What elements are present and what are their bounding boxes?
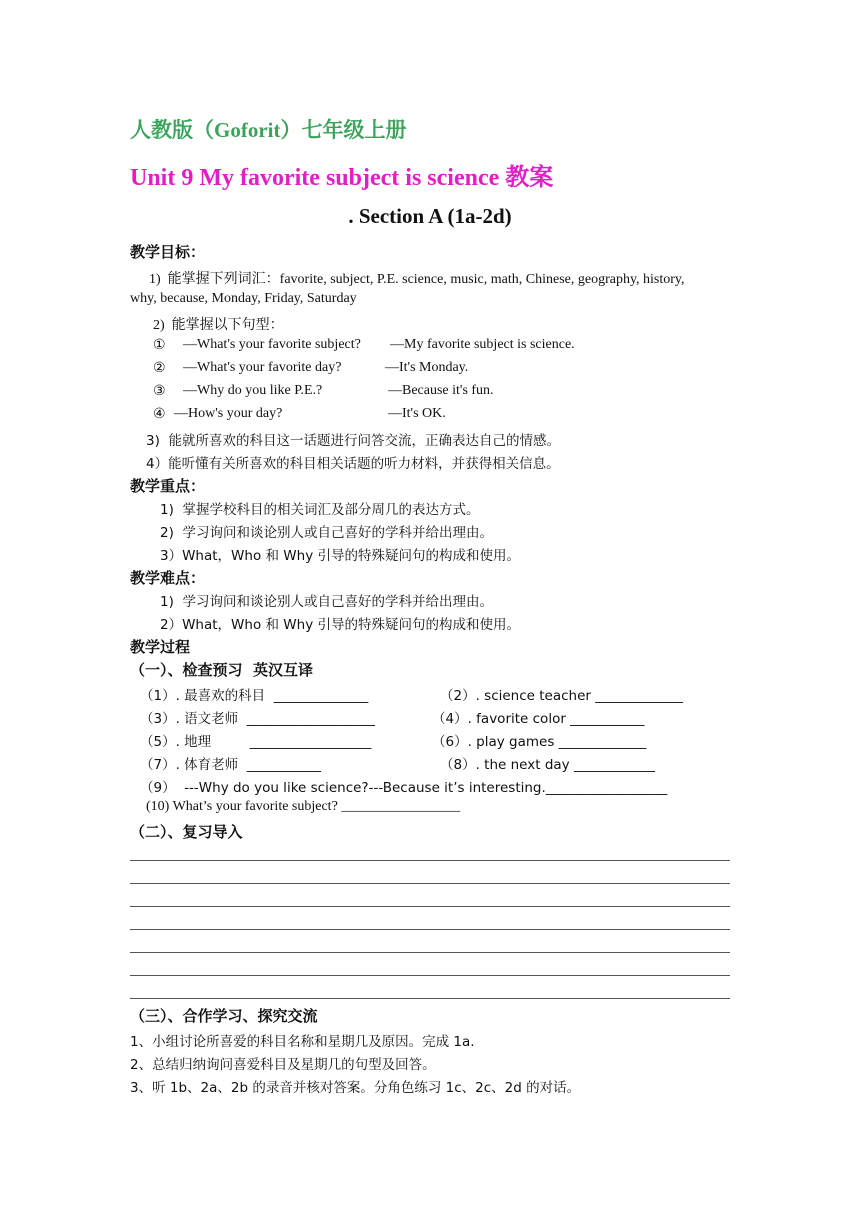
part3-heading: （三）、合作学习、探究交流 xyxy=(130,1007,318,1025)
writing-line xyxy=(130,998,730,999)
keypoint-item: 3）What，Who 和 Why 引导的特殊疑问句的构成和使用。 xyxy=(160,548,520,564)
writing-line xyxy=(130,952,730,953)
dialog-number: ④ xyxy=(153,407,166,422)
dialog-answer: —It's OK. xyxy=(388,406,446,421)
writing-line xyxy=(130,883,730,884)
part1-heading: （一）、检查预习 英汉互译 xyxy=(130,661,313,679)
writing-line xyxy=(130,975,730,976)
part3-item: 1、小组讨论所喜爱的科目名称和星期几及原因。完成 1a. xyxy=(130,1034,475,1050)
keypoint-item: 2) 学习询问和谈论别人或自己喜好的学科并给出理由。 xyxy=(160,525,493,541)
translation-item: （4）. favorite color ___________ xyxy=(432,711,645,727)
dialog-question: —What's your favorite day? xyxy=(183,360,342,375)
dialog-answer: —It's Monday. xyxy=(385,360,469,375)
dialog-answer: —My favorite subject is science. xyxy=(390,337,575,352)
objective-item-1-cont: why, because, Monday, Friday, Saturday xyxy=(130,291,357,306)
translation-item-10: (10) What’s your favorite subject? _________________ xyxy=(146,799,461,814)
part2-heading: （二）、复习导入 xyxy=(130,823,243,841)
section-title: . Section A (1a-2d) xyxy=(348,204,512,228)
dialog-answer: —Because it's fun. xyxy=(388,383,494,398)
objective-item-1: 1) 能掌握下列词汇：favorite, subject, P.E. science, music, math, Chinese, geography, history, xyxy=(149,272,685,287)
writing-line xyxy=(130,906,730,907)
dialog-question: —What's your favorite subject? xyxy=(183,337,361,352)
dialog-question: —How's your day? xyxy=(174,406,283,421)
dialog-question: —Why do you like P.E.? xyxy=(183,383,323,398)
objective-item-2: 2) 能掌握以下句型： xyxy=(153,318,284,333)
textbook-title: 人教版（Goforit）七年级上册 xyxy=(130,118,407,142)
keypoints-heading: 教学重点： xyxy=(130,477,206,495)
translation-item-9: （9） ---Why do you like science?---Because it’s interesting.__________________ xyxy=(140,780,668,796)
process-heading: 教学过程 xyxy=(130,638,191,656)
dialog-number: ① xyxy=(153,338,166,353)
writing-line xyxy=(130,929,730,930)
part3-item: 2、总结归纳询问喜爱科目及星期几的句型及回答。 xyxy=(130,1057,436,1073)
dialog-number: ② xyxy=(153,361,166,376)
dialog-number: ③ xyxy=(153,384,166,399)
translation-item: （1）. 最喜欢的科目 ______________ xyxy=(140,688,369,704)
translation-item: （7）. 体育老师 ___________ xyxy=(140,757,322,773)
translation-item: （3）. 语文老师 ___________________ xyxy=(140,711,376,727)
objective-item-3: 3) 能就所喜欢的科目这一话题进行问答交流，正确表达自己的情感。 xyxy=(146,433,560,449)
translation-item: （5）. 地理 __________________ xyxy=(140,734,372,750)
difficulties-heading: 教学难点： xyxy=(130,569,206,587)
translation-item: （8）. the next day ____________ xyxy=(440,757,655,773)
part3-item: 3、听 1b、2a、2b 的录音并核对答案。分角色练习 1c、2c、2d 的对话。 xyxy=(130,1080,581,1096)
difficulty-item: 1) 学习询问和谈论别人或自己喜好的学科并给出理由。 xyxy=(160,594,493,610)
translation-item: （6）. play games _____________ xyxy=(432,734,647,750)
writing-line xyxy=(130,860,730,861)
keypoint-item: 1) 掌握学校科目的相关词汇及部分周几的表达方式。 xyxy=(160,502,480,518)
difficulty-item: 2）What，Who 和 Why 引导的特殊疑问句的构成和使用。 xyxy=(160,617,520,633)
objectives-heading: 教学目标： xyxy=(130,243,206,261)
translation-item: （2）. science teacher _____________ xyxy=(440,688,684,704)
unit-title: Unit 9 My favorite subject is science 教案 xyxy=(130,165,554,191)
objective-item-4: 4）能听懂有关所喜欢的科目相关话题的听力材料，并获得相关信息。 xyxy=(146,456,560,472)
